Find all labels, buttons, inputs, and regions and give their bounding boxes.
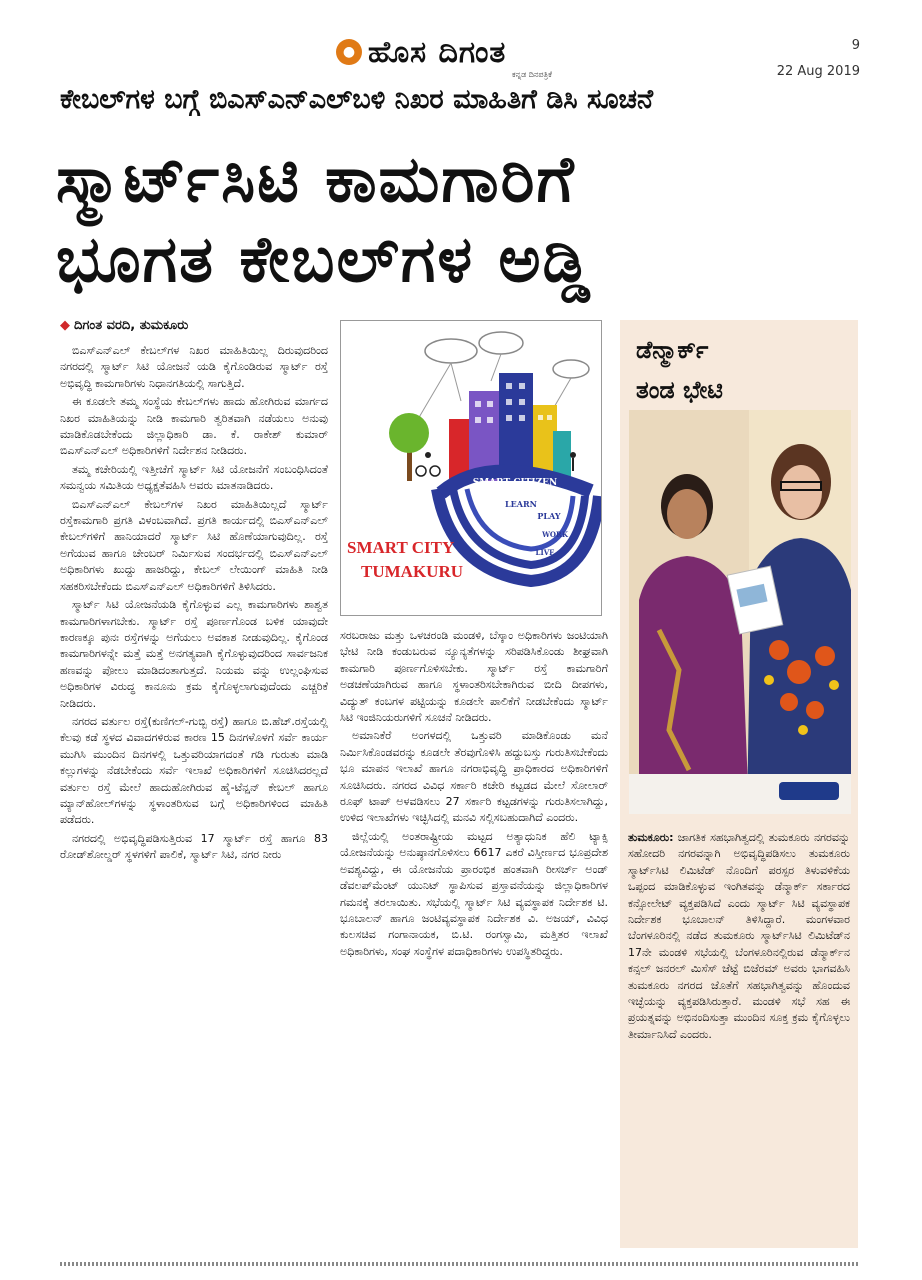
paragraph: ನಗರದ ವರ್ತುಲ ರಸ್ತೆ(ಕುಣಿಗಲ್-ಗುಬ್ಬಿ ರಸ್ತೆ) ಹಾಗೂ ಬಿ.ಹೆಚ್.ರಸ್ತೆಯಲ್ಲಿ ಕೆಲವು ಕಡೆ ಸ್ಥಳದ ವಿವಾದಗಳಿರುವ ಕಾರಣ 15 ದಿನಗಳೊಳಗೆ ಸರ್ವೆ ಕಾರ್ಯ ಮುಗಿಸಿ ಮುಂದಿನ ದಿನಗಳಲ್ಲಿ ಒತ್ತುವರಿಯಾಗದಂತೆ ಗಡಿ ಗುರುತು ಮಾಡಿ ಕಲ್ಲುಗಳನ್ನು ನೆಡಬೇಕೆಂದು ಸರ್ವೆ ಇಲಾಖೆ ಅಧಿಕಾರಿಗಳಿಗೆ ಸೂಚಿಸಿದರಲ್ಲದೆ ವರ್ತುಲ ರಸ್ತೆ ಮೇಲೆ ಹಾದುಹೋಗಿರುವ ಹೈ-ಟೆನ್ಷನ್ ಕೇಬಲ್ ಹಾಗೂ ಮ್ಯಾನ್‌ಹೋಲ್‌ಗಳನ್ನು ಸ್ಥಳಾಂತರಿಸುವ ಬಗ್ಗೆ ಅಧಿಕಾರಿಗಳಿಂದ ಮಾಹಿತಿ ಪಡೆದರು. bbox=[60, 714, 328, 827]
masthead-tagline: ಕನ್ನಡ ದಿನಪತ್ರಿಕೆ bbox=[512, 70, 553, 79]
paragraph: ಬಿಎಸ್‌ಎನ್‌ಎಲ್ ಕೇಬಲ್‌ಗಳ ನಿಖರ ಮಾಹಿತಿಯಿಲ್ಲ ದಿರುವುದರಿಂದ ನಗರದಲ್ಲಿ ಸ್ಮಾರ್ಟ್ ಸಿಟಿ ಯೋಜನೆ ಯಡಿ ಕೈಗೊಂಡಿರುವ ಸ್ಮಾರ್ಟ್ ರಸ್ತೆ ಅಭಿವೃದ್ಧಿ ಕಾಮಗಾರಿಗಳು ನಿಧಾನಗತಿಯಲ್ಲಿ ಸಾಗುತ್ತಿದೆ. bbox=[60, 344, 328, 390]
sidebar-photo bbox=[629, 410, 851, 814]
byline bbox=[60, 318, 188, 333]
sidebar-body bbox=[628, 830, 850, 1240]
logo-word: WORK bbox=[542, 530, 568, 539]
denmark-delegation-photo bbox=[629, 410, 851, 814]
paragraph: ತಮ್ಮ ಕಚೇರಿಯಲ್ಲಿ ಇತ್ತೀಚೆಗೆ ಸ್ಮಾರ್ಟ್ ಸಿಟಿ ಯೋಜನೆಗೆ ಸಂಬಂಧಿಸಿದಂತೆ ಸಮನ್ವಯ ಸಮಿತಿಯ ಅಧ್ಯಕ್ಷತೆವಹಿಸಿ ಅವರು ಮಾತನಾಡಿದರು. bbox=[60, 462, 328, 493]
headline-line-2: ಭೂಗತ ಕೇಬಲ್‌ಗಳ ಅಡ್ಡಿ bbox=[56, 223, 593, 297]
paragraph: ನಗರದಲ್ಲಿ ಅಭಿವೃದ್ಧಿಪಡಿಸುತ್ತಿರುವ 17 ಸ್ಮಾರ್ಟ್ ರಸ್ತೆ ಹಾಗೂ 83 ರೋಡ್‌ಶೋಲ್ಡರ್ ಸ್ಥಳಗಳಿಗೆ ಪಾಲಿಕೆ, ಸ್ಮಾರ್ಟ್ ಸಿಟಿ, ನಗರ ನೀರು bbox=[60, 831, 328, 862]
paragraph: ಬಿಎಸ್‌ಎನ್‌ಎಲ್ ಕೇಬಲ್‌ಗಳ ನಿಖರ ಮಾಹಿತಿಯಿಲ್ಲದೆ ಸ್ಮಾರ್ಟ್ ರಸ್ತೆಕಾಮಗಾರಿ ಪ್ರಗತಿ ವಿಳಂಬವಾಗಿದೆ. ಪ್ರಗತಿ ಕಾರ್ಯದಲ್ಲಿ ಬಿಎಸ್‌ಎನ್‌ಎಲ್ ಕೇಬಲ್‌ಗಳಿಗೆ ಹಾನಿಯಾದರೆ ಸ್ಮಾರ್ಟ್ ಸಿಟಿ ಹೊಣೆಯಾಗುವುದಿಲ್ಲ. ರಸ್ತೆ ಅಗೆಯುವ ಹಾಗೂ ಚೇಂಬರ್ ನಿರ್ಮಿಸುವ ಸಂದರ್ಭದಲ್ಲಿ ಬಿಎಸ್‌ಎನ್‌ಎಲ್ ಅಧಿಕಾರಿಗಳು ಖುದ್ದು ಹಾಜರಿದ್ದು, ಕೇಬಲ್ ಲೇಯಿಂಗ್ ಮಾಹಿತಿ ನೀಡಿ ಸಹಕರಿಸಬೇಕೆಂದು ಬಿಎಸ್‌ಎನ್‌ಎಲ್ ಅಧಿಕಾರಿಗಳಿಗೆ ತಿಳಿಸಿದರು. bbox=[60, 497, 328, 593]
paragraph: ಜಿಲ್ಲೆಯಲ್ಲಿ ಅಂತರಾಷ್ಟ್ರೀಯ ಮಟ್ಟದ ಅತ್ಯಾಧುನಿಕ ಹೆಲಿ ಟ್ಯಾಕ್ಸಿ ಯೋಜನೆಯನ್ನು ಅನುಷ್ಠಾನಗೊಳಿಸಲು 6617 ಎಕರೆ ವಿಸ್ತೀರ್ಣದ ಭೂಪ್ರದೇಶ ಅವಶ್ಯವಿದ್ದು, ಈ ಯೋಜನೆಯ ಪ್ರಾರಂಭಿಕ ಹಂತವಾಗಿ ರೀಸರ್ಚ್ ಅಂಡ್ ಡೆವಲಪ್‌ಮೆಂಟ್ ಯುನಿಟ್ ಸ್ಥಾಪಿಸುವ ಪ್ರಸ್ತಾವನೆಯನ್ನು ಜಿಲ್ಲಾಧಿಕಾರಿಗಳ ಗಮನಕ್ಕೆ ತರಲಾಯಿತು. ಸಭೆಯಲ್ಲಿ ಸ್ಮಾರ್ಟ್ ಸಿಟಿ ವ್ಯವಸ್ಥಾಪಕ ನಿರ್ದೇಶಕ ಟಿ. ಭೂಬಾಲನ್ ಹಾಗೂ ಜಂಟಿವ್ಯವಸ್ಥಾಪಕ ನಿರ್ದೇಶಕ ವಿ. ಅಜಯ್, ವಿವಿಧ ಕುಲಸಚಿವ ಗಂಗಾನಾಯಕ, ಬಿ.ಟಿ. ರಂಗಸ್ವಾಮಿ, ಮತ್ತಿತರ ಇಲಾಖೆ ಅಧಿಕಾರಿಗಳು, ಸಂಘ ಸಂಸ್ಥೆಗಳ ಪದಾಧಿಕಾರಿಗಳು ಉಪಸ್ಥಿತರಿದ್ದರು. bbox=[340, 829, 608, 958]
paragraph: ಸರಬರಾಜು ಮತ್ತು ಒಳಚರಂಡಿ ಮಂಡಳಿ, ಬೆಸ್ಕಾಂ ಅಧಿಕಾರಿಗಳು ಜಂಟಿಯಾಗಿ ಭೇಟಿ ನೀಡಿ ಕಂಡುಬರುವ ನ್ಯೂನ್ಯತೆಗಳನ್ನು ಸರಿಪಡಿಸಿಕೊಂಡು ಶೀಘ್ರವಾಗಿ ಕಾಮಗಾರಿ ಪೂರ್ಣಗೊಳಿಸಬೇಕು. ಸ್ಮಾರ್ಟ್ ರಸ್ತೆ ಕಾಮಗಾರಿಗೆ ಅಡಚಣೆಯಾಗಿರುವ ಹಾಗೂ ಸ್ಥಳಾಂತರಿಸಬೇಕಾಗಿರುವ ಬೀದಿ ದೀಪಗಳು, ವಿದ್ಯುತ್ ಕಂಬಗಳ ಪಟ್ಟಿಯನ್ನು ಕೂಡಲೇ ಪಾಲಿಕೆಗೆ ನೀಡಬೇಕೆಂದು ಸ್ಮಾರ್ಟ್ ಸಿಟಿ ಇಂಜಿನಿಯರುಗಳಿಗೆ ಸೂಚನೆ ನೀಡಿದರು. bbox=[340, 629, 608, 725]
paragraph: ಅಮಾನಿಕೆರೆ ಅಂಗಳದಲ್ಲಿ ಒತ್ತುವರಿ ಮಾಡಿಕೊಂಡು ಮನೆ ನಿರ್ಮಿಸಿಕೊಂಡವರನ್ನು ಕೂಡಲೇ ತೆರವುಗೊಳಿಸಿ ಹದ್ದುಬಸ್ತು ಗುರುತಿಸಬೇಕೆಂದು ಭೂ ಮಾಪನ ಇಲಾಖೆ ಹಾಗೂ ನಗರಾಭಿವೃದ್ಧಿ ಪ್ರಾಧಿಕಾರದ ಅಧಿಕಾರಿಗಳಿಗೆ ಸೂಚಿಸಿದರು. ನಗರದ ವಿವಿಧ ಸರ್ಕಾರಿ ಕಚೇರಿ ಕಟ್ಟಡದ ಮೇಲೆ ಸೋಲಾರ್ ರೂಫ್ ಟಾಪ್ ಅಳವಡಿಸಲು 27 ಸರ್ಕಾರಿ ಕಟ್ಟಡಗಳನ್ನು ಗುರುತಿಸಲಾಗಿದ್ದು, ಉಳಿದ ಇಲಾಖೆಗಳು ಇಚ್ಛಿಸಿದಲ್ಲಿ ಮನವಿ ಸಲ್ಲಿಸಬಹುದಾಗಿದೆ ಎಂದರು. bbox=[340, 729, 608, 825]
main-headline bbox=[56, 140, 866, 300]
paragraph: ಸ್ಮಾರ್ಟ್ ಸಿಟಿ ಯೋಜನೆಯಡಿ ಕೈಗೊಳ್ಳುವ ಎಲ್ಲ ಕಾಮಗಾರಿಗಳು ಶಾಶ್ವತ ಕಾಮಗಾರಿಗಳಾಗಬೇಕು. ಸ್ಮಾರ್ಟ್ ರಸ್ತೆ ಪೂರ್ಣಗೊಂಡ ಬಳಿಕ ಯಾವುದೇ ಕಾರಣಕ್ಕೂ ಪುನಃ ರಸ್ತೆಗಳನ್ನು ಅಗೆಯಲು ಅವಕಾಶ ನೀಡುವುದಿಲ್ಲ. ಕೈಗೊಂಡ ಕಾಮಗಾರಿಗಳನ್ನೇ ಮತ್ತೆ ಮತ್ತೆ ಅನಗತ್ಯವಾಗಿ ಕೈಗೊಳ್ಳುವುದರಿಂದ ಸಾರ್ವಜನಿಕ ಹಣವನ್ನು ಪೋಲು ಮಾಡಿದಂತಾಗುತ್ತದೆ. ನಿಯಮ ವನ್ನು ಉಲ್ಲಂಘಿಸುವ ಅಧಿಕಾರಿಗಳ ವಿರುದ್ಧ ಕಾನೂನು ಕ್ರಮ ಕೈಗೊಳ್ಳಲಾಗುವುದೆಂದು ಎಚ್ಚರಿಕೆ ನೀಡಿದರು. bbox=[60, 598, 328, 710]
smart-city-logo-graphic bbox=[341, 321, 601, 615]
bullet-icon: ◆ bbox=[60, 318, 70, 333]
sidebar-text: ಜಾಗತಿಕ ಸಹಭಾಗಿತ್ವದಲ್ಲಿ ತುಮಕೂರು ನಗರವನ್ನು ಸಹೋದರಿ ನಗರವನ್ನಾಗಿ ಅಭಿವೃದ್ಧಿಪಡಿಸಲು ತುಮಕೂರು ಸ್ಮಾರ್ಟ್‌ಸಿಟಿ ಲಿಮಿಟೆಡ್ ನೊಂದಿಗೆ ಪರಸ್ಪರ ತಿಳುವಳಿಕೆಯ ಒಪ್ಪಂದ ಮಾಡಿಕೊಳ್ಳುವ ಇಂಗಿತವನ್ನು ಡೆನ್ಮಾರ್ಕ್ ಸರ್ಕಾರದ ಕನ್ಸೋಲೇಟ್ ವ್ಯಕ್ತಪಡಿಸಿದೆ ಎಂದು ಸ್ಮಾರ್ಟ್ ಸಿಟಿ ವ್ಯವಸ್ಥಾಪಕ ನಿರ್ದೇಶಕ ಭೂಬಾಲನ್ ತಿಳಿಸಿದ್ದಾರೆ. ಮಂಗಳವಾರ ಬೆಂಗಳೂರಿನಲ್ಲಿ ನಡೆದ ತುಮಕೂರು ಸ್ಮಾರ್ಟ್‌ಸಿಟಿ ಲಿಮಿಟೆಡ್‌ನ 17ನೇ ಮಂಡಳಿ ಸಭೆಯಲ್ಲಿ ಬೆಂಗಳೂರಿನಲ್ಲಿರುವ ಡೆನ್ಮಾರ್ಕ್‌ನ ಕನ್ಸಲ್ ಜನರಲ್ ಮಿಸೆಸ್ ಜೆಟ್ಟೆ ಬಿಜೆರಮ್ ಅವರು ಭಾಗವಹಿಸಿ ತುಮಕೂರು ನಗರದ ಜೊತೆಗೆ ಸಹಭಾಗಿತ್ವವನ್ನು ಹೊಂದುವ ಇಚ್ಛೆಯನ್ನು ವ್ಯಕ್ತಪಡಿಸಿರುತ್ತಾರೆ. ಮಂಡಳಿ ಸಭೆ ಸಹ ಈ ಪ್ರಯತ್ನವನ್ನು ಅಭಿನಂದಿಸುತ್ತಾ ಮುಂದಿನ ಸೂಕ್ತ ಕ್ರಮ ಕೈಗೊಳ್ಳಲು ತೀರ್ಮಾನಿಸಿದೆ ಎಂದರು. bbox=[628, 831, 850, 1041]
sidebar-headline-line-2: ತಂಡ ಭೇಟಿ bbox=[636, 376, 723, 404]
page-number: 9 bbox=[851, 38, 860, 53]
article-column-2 bbox=[340, 628, 608, 1248]
logo-badge-text: SMART CITIZEN bbox=[472, 478, 558, 488]
kicker-headline: ಕೇಬಲ್‌ಗಳ ಬಗ್ಗೆ ಬಿಎಸ್‌ಎನ್‌ಎಲ್‌ಬಳಿ ನಿಖರ ಮಾಹಿತಿಗೆ ಡಿಸಿ ಸೂಚನೆ bbox=[60, 84, 654, 115]
logo-word: LEARN bbox=[505, 499, 537, 509]
byline-text: ದಿಗಂತ ವರದಿ, ತುಮಕೂರು bbox=[74, 318, 189, 333]
logo-word: PLAY bbox=[537, 511, 561, 521]
masthead-title: ಹೊಸ ದಿಗಂತ bbox=[368, 34, 507, 70]
logo-word: LIVE bbox=[535, 548, 555, 557]
masthead bbox=[336, 30, 592, 79]
logo-city-line-1: SMART CITY bbox=[347, 538, 455, 557]
sidebar-headline bbox=[636, 330, 836, 410]
bottom-rule bbox=[60, 1262, 860, 1266]
article-column-1 bbox=[60, 343, 328, 1253]
masthead-logo-icon: ● bbox=[336, 39, 362, 65]
sidebar-headline-line-1: ಡೆನ್ಮಾರ್ಕ್ bbox=[636, 336, 709, 364]
publication-date: 22 Aug 2019 bbox=[776, 64, 860, 79]
smart-city-logo bbox=[340, 320, 602, 616]
sidebar-lead: ತುಮಕೂರು: bbox=[628, 831, 674, 844]
headline-line-1: ಸ್ಮಾರ್ಟ್‌ಸಿಟಿ ಕಾಮಗಾರಿಗೆ bbox=[56, 143, 576, 217]
logo-city-line-2: TUMAKURU bbox=[361, 562, 463, 581]
paragraph: ಈ ಕೂಡಲೇ ತಮ್ಮ ಸಂಸ್ಥೆಯ ಕೇಬಲ್‌ಗಳು ಹಾದು ಹೋಗಿರುವ ಮಾರ್ಗದ ನಿಖರ ಮಾಹಿತಿಯನ್ನು ನೀಡಿ ಕಾಮಗಾರಿ ತ್ವರಿತವಾಗಿ ನಡೆಯಲು ಅನುವು ಮಾಡಿಕೊಡಬೇಕೆಂದು ಜಿಲ್ಲಾಧಿಕಾರಿ ಡಾ. ಕೆ. ರಾಕೇಶ್ ಕುಮಾರ್ ಬಿಎಸ್‌ಎನ್‌ಎಲ್ ಅಧಿಕಾರಿಗಳಿಗೆ ನಿರ್ದೇಶನ ನೀಡಿದರು. bbox=[60, 395, 328, 458]
